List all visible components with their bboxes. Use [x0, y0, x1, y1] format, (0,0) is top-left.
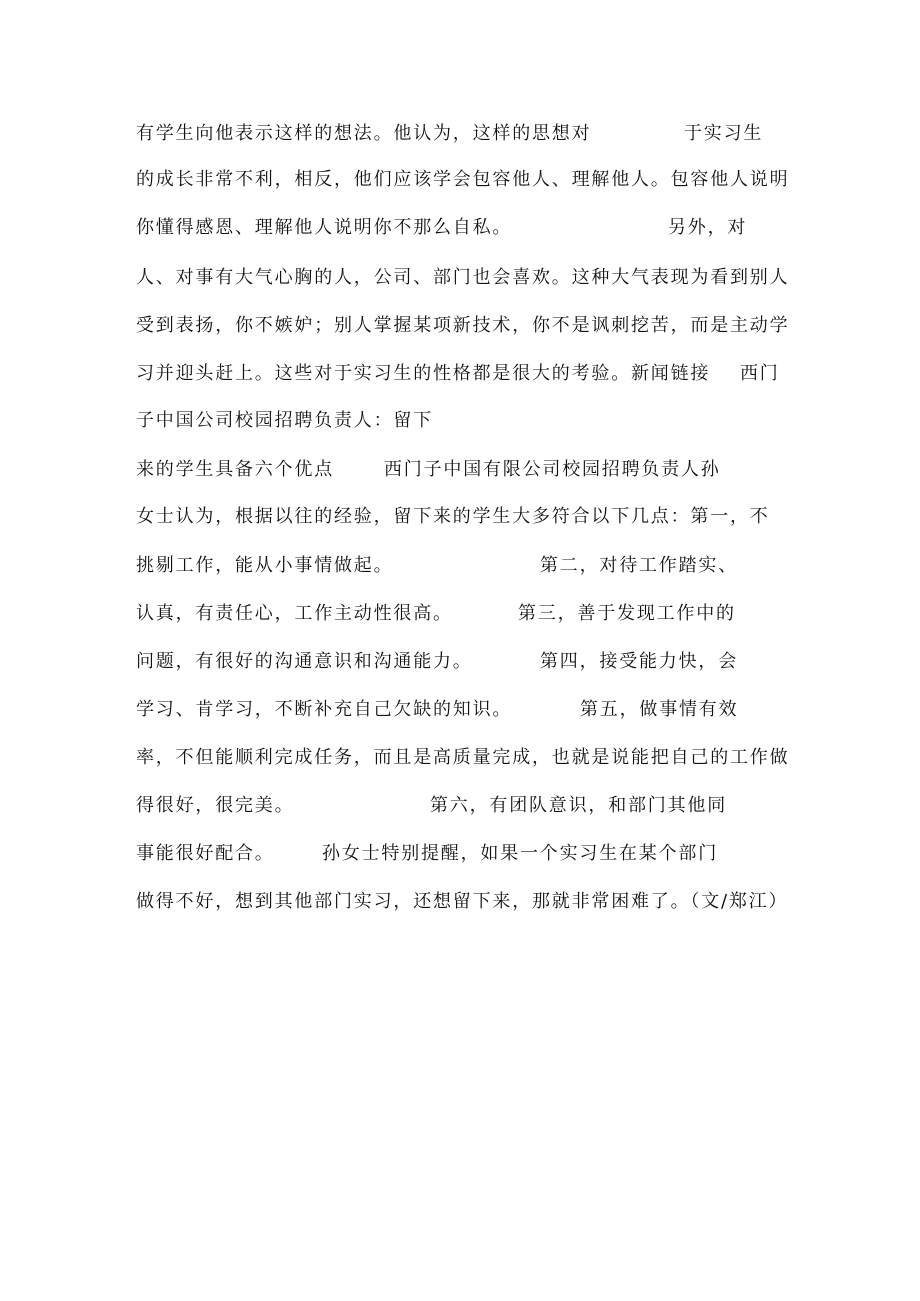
text-segment: 做得不好，想到其他部门实习，还想留下来，那就非常困难了。（文/郑江） — [136, 891, 789, 912]
text-segment: 的成长非常不利，相反，他们应该学会包容他人、理解他人。包容他人说明 — [136, 169, 790, 190]
text-segment: 来的学生具备六个优点 — [136, 459, 334, 480]
text-segment: 女士认为，根据以往的经验，留下来的学生大多符合以下几点：第一，不 — [136, 506, 770, 527]
text-segment: 有学生向他表示这样的想法。他认为，这样的思想对 — [136, 123, 592, 144]
text-segment: 率，不但能顺利完成任务，而且是高质量完成，也就是说能把自己的工作做 — [136, 747, 790, 768]
text-segment: 你懂得感恩、理解他人说明你不那么自私。 — [136, 217, 513, 238]
text-segment: 认真，有责任心，工作主动性很高。 — [136, 603, 453, 624]
text-segment: 第四，接受能力快，会 — [540, 651, 738, 672]
text-segment: 得很好，很完美。 — [136, 795, 295, 816]
text-segment: 第三，善于发现工作中的 — [518, 603, 736, 624]
text-segment: 另外，对 — [668, 217, 748, 238]
text-segment: 受到表扬，你不嫉妒；别人掌握某项新技术，你不是讽刺挖苦，而是主动学 — [136, 315, 790, 336]
text-segment: 第六，有团队意识，和部门其他同 — [430, 795, 727, 816]
text-segment: 于实习生 — [684, 123, 764, 144]
text-segment: 孙女士特别提醒，如果一个实习生在某个部门 — [322, 843, 718, 864]
text-segment: 挑剔工作，能从小事情做起。 — [136, 555, 394, 576]
text-segment: 第五，做事情有效 — [580, 699, 739, 720]
text-segment: 习并迎头赶上。这些对于实习生的性格都是很大的考验。新闻链接 — [136, 363, 711, 384]
text-segment: 学习、肯学习，不断补充自己欠缺的知识。 — [136, 699, 513, 720]
text-segment: 人、对事有大气心胸的人，公司、部门也会喜欢。这种大气表现为看到别人 — [136, 267, 790, 288]
text-segment: 子中国公司校园招聘负责人：留下 — [136, 410, 433, 431]
text-segment: 事能很好配合。 — [136, 843, 275, 864]
text-segment: 问题，有很好的沟通意识和沟通能力。 — [136, 651, 473, 672]
text-segment: 第二，对待工作踏实、 — [540, 555, 738, 576]
text-segment: 西门 — [740, 363, 780, 384]
text-segment: 西门子中国有限公司校园招聘负责人孙 — [384, 459, 721, 480]
